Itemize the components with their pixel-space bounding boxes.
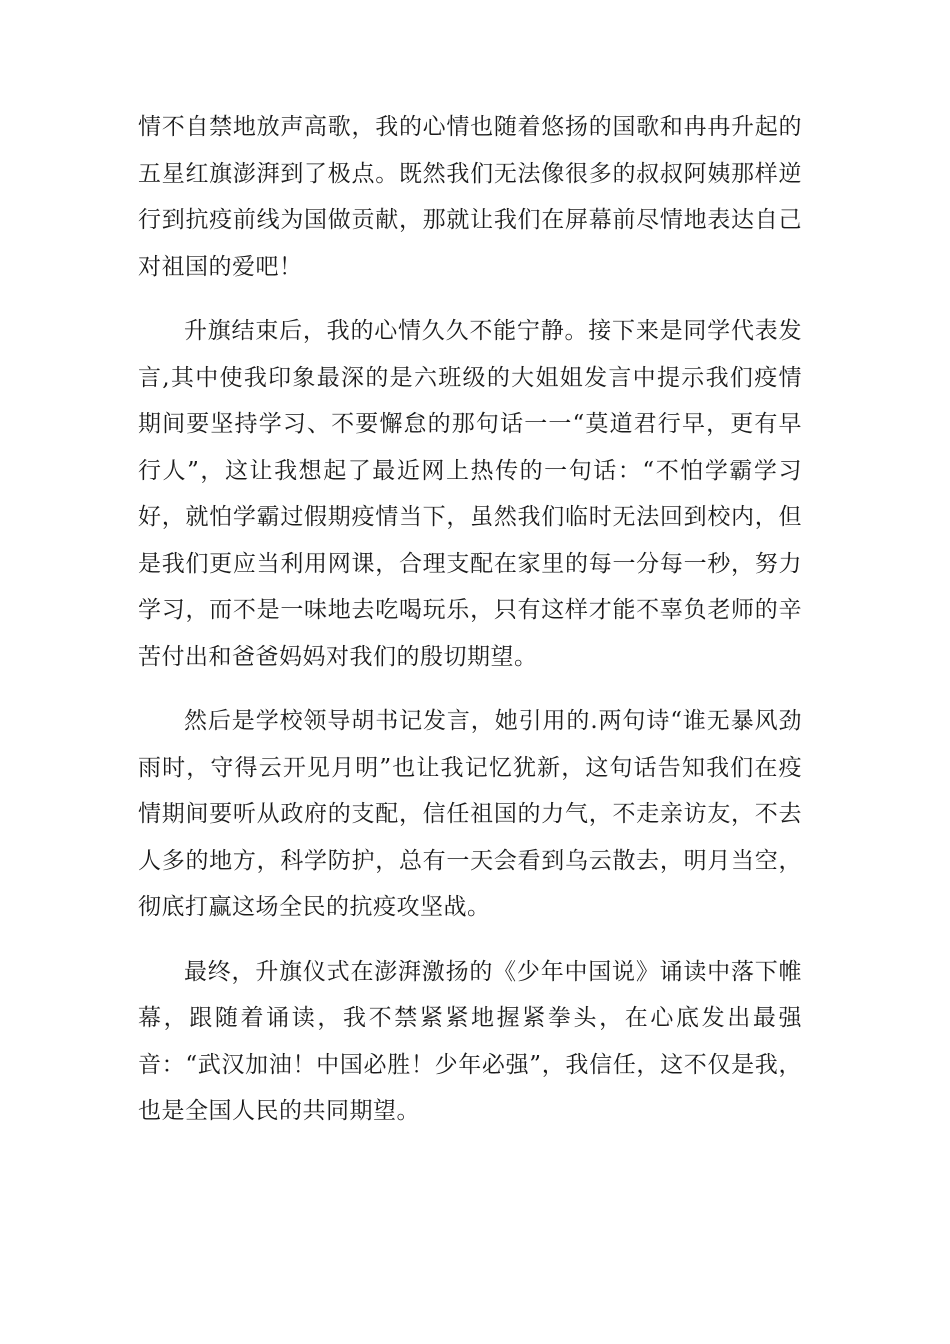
paragraph-2: 升旗结束后，我的心情久久不能宁静。接下来是同学代表发言,其中使我印象最深的是六班级的大姐姐发言中提示我们疫情期间要坚持学习、不要懈怠的那句话一一“莫道君行早，更有早行人”，这让我想起了最近网上热传的一句话：“不怕学霸学习好，就怕学霸过假期疫情当下，虽然我们临时无法回到校内，但是我们更应当利用网课，合理支配在家里的每一分每一秒，努力学习，而不是一味地去吃喝玩乐，只有这样才能不辜负老师的辛苦付出和爸爸妈妈对我们的殷切期望。 [138,318,802,670]
paragraph-3: 然后是学校领导胡书记发言，她引用的.两句诗“谁无暴风劲雨时，守得云开见月明”也让我记忆犹新，这句话告知我们在疫情期间要听从政府的支配，信任祖国的力气，不走亲访友，不去人多的地方，科学防护，总有一天会看到乌云散去，明月当空，彻底打赢这场全民的抗疫攻坚战。 [138,708,802,920]
document-body [138,104,802,1135]
paragraph-4: 最终，升旗仪式在澎湃激扬的《少年中国说》诵读中落下帷幕，跟随着诵读，我不禁紧紧地握紧拳头，在心底发出最强音：“武汉加油！中国必胜！少年必强”，我信任，这不仅是我，也是全国人民的共同期望。 [138,958,802,1124]
paragraph-1: 情不自禁地放声高歌，我的心情也随着悠扬的国歌和冉冉升起的五星红旗澎湃到了极点。既然我们无法像很多的叔叔阿姨那样逆行到抗疫前线为国做贡献，那就让我们在屏幕前尽情地表达自己对祖国的爱吧！ [138,114,802,280]
